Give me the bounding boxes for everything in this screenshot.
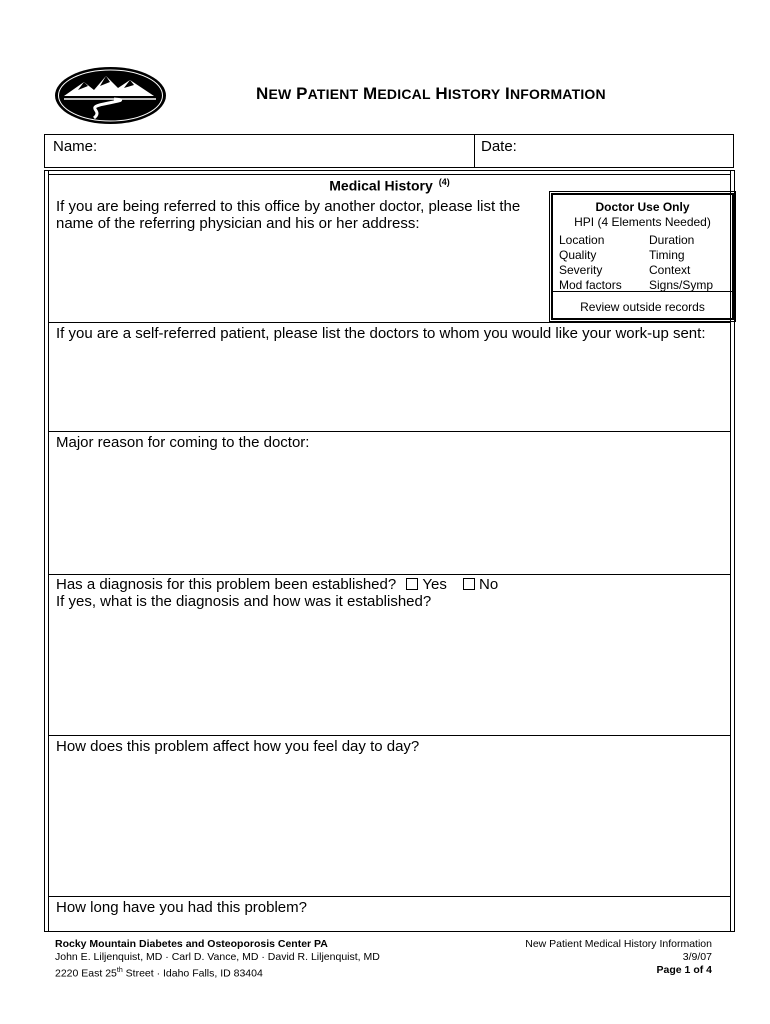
form-inner-border <box>48 174 731 175</box>
hpi-element: Timing <box>649 248 685 262</box>
date-label: Date: <box>481 138 517 155</box>
hpi-element: Location <box>559 233 605 247</box>
section-divider <box>48 896 731 897</box>
affect-question: How does this problem affect how you feel day to day? <box>56 738 420 755</box>
medical-history-form <box>44 170 735 932</box>
footer-left <box>55 938 380 981</box>
form-inner-border <box>48 171 49 931</box>
major-reason-question: Major reason for coming to the doctor: <box>56 434 310 451</box>
how-long-question: How long have you had this problem? <box>56 899 307 916</box>
doctor-use-title: Doctor Use Only <box>595 200 690 214</box>
footer-doctors: John E. Liljenquist, MD · Carl D. Vance, MD · David R. Liljenquist, MD <box>55 951 380 963</box>
section-divider <box>48 431 731 432</box>
footer-date: 3/9/07 <box>682 951 712 963</box>
section-title: Medical History $^{(4)}$ <box>329 177 450 194</box>
section-divider <box>48 735 731 736</box>
referral-question: If you are being referred to this office by another doctor, please list the name of the referring physician and his or her address: <box>56 198 521 232</box>
hpi-label: HPI (4 Elements Needed) <box>574 215 711 229</box>
hpi-element: Duration <box>649 233 695 247</box>
diagnosis-yes-label: Yes <box>422 576 447 593</box>
page-title: NEW PATIENT MEDICAL HISTORY INFORMATION <box>256 84 606 103</box>
self-referred-question: If you are a self-referred patient, please list the doctors to whom you would like your work-up sent: <box>56 325 706 342</box>
diagnosis-no-checkbox[interactable] <box>463 578 475 590</box>
clinic-logo <box>54 66 167 125</box>
footer-org: Rocky Mountain Diabetes and Osteoporosis Center PA <box>55 938 328 950</box>
diagnosis-yes-checkbox[interactable] <box>406 578 418 590</box>
review-records-label: Review outside records <box>580 300 705 314</box>
footer-address: 2220 East 25th Street · Idaho Falls, ID 83404 <box>55 967 263 980</box>
doctor-use-box <box>551 193 734 320</box>
hpi-element: Signs/Symp <box>649 278 714 292</box>
hpi-element: Quality <box>559 248 597 262</box>
footer-right <box>525 938 712 977</box>
diagnosis-no-label: No <box>479 576 499 593</box>
name-date-row <box>44 134 734 168</box>
doctor-use-divider <box>553 291 732 292</box>
name-label: Name: <box>53 138 98 155</box>
hpi-element: Severity <box>559 263 603 277</box>
footer-doc-title: New Patient Medical History Information <box>525 938 712 950</box>
name-date-divider <box>474 135 475 167</box>
diagnosis-question: Has a diagnosis for this problem been established? Yes No If yes, what is the diagnosis and how was it established? <box>56 576 499 610</box>
hpi-element: Mod factors <box>559 278 622 292</box>
section-divider <box>48 574 731 575</box>
diagnosis-followup: If yes, what is the diagnosis and how was it established? <box>56 593 432 610</box>
hpi-element: Context <box>649 263 691 277</box>
section-divider <box>48 322 731 323</box>
page-number: Page 1 of 4 <box>656 964 712 976</box>
